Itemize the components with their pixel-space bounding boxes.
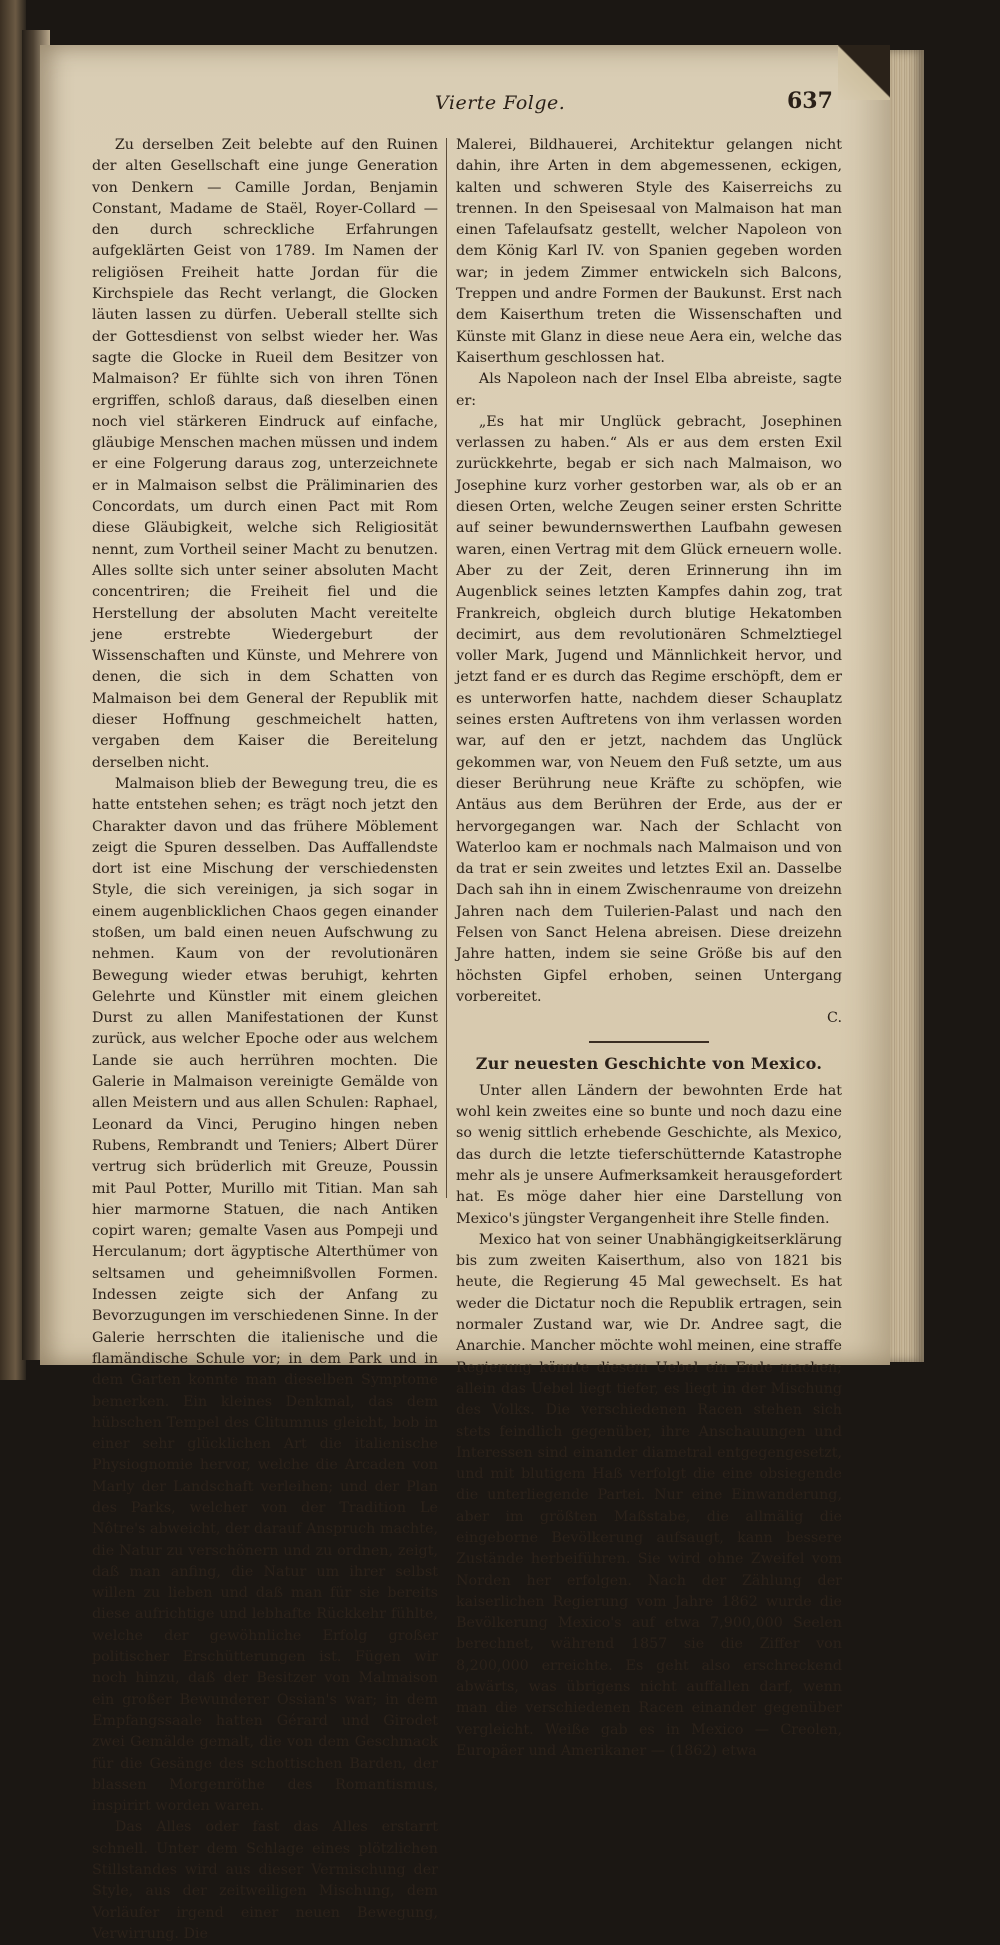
- paragraph: Unter allen Ländern der bewohnten Erde hat wohl kein zweites eine so bunte und noch dazu eine so wenig sittlich erhebende Geschichte, als Mexico, das durch die letzte tieferschütternde Katastrophe mehr als je unsere Aufmerksamkeit herausgefordert hat. Es möge daher hier eine Darstellung von Mexico's jüngster Vergangenheit ihre Stelle finden.: [456, 1082, 842, 1227]
- left-column: [92, 135, 438, 1945]
- column-divider: [446, 138, 447, 1198]
- paragraph: Malerei, Bildhauerei, Architektur gelangen nicht dahin, ihre Arten in dem abgemessenen, eckigen, kalten und schweren Style des Kaiserreichs zu trennen. In den Speisesaal von Malmaison hat man einen Tafelaufsatz gestellt, welcher Napoleon von dem König Karl IV. von Spanien gegeben worden war; in jedem Zimmer entwickeln sich Balcons, Treppen und andre Formen der Baukunst. Erst nach dem Kaiserthum treten die Wissenschaften und Künste mit Glanz in diese neue Aera ein, welche das Kaiserthum geschlossen hat.: [456, 137, 842, 366]
- page-block-edge: [890, 50, 924, 1362]
- right-column: [456, 135, 842, 1762]
- author-signature: C.: [827, 1010, 842, 1027]
- paragraph: Malmaison blieb der Bewegung treu, die es hatte entstehen sehen; es trägt noch jetzt den Charakter davon und das frühere Möblement zeigt die Spuren desselben. Das Auffallendste dort ist eine Mischung der verschiedensten Style, die sich vereinigen, ja sich sogar in einem augenblicklichen Chaos gegen einander stoßen, um bald einen neuen Aufschwung zu nehmen. Kaum von der revolutionären Bewegung wieder etwas beruhigt, kehrten Gelehrte und Künstler mit einem gleichen Durst zu allen Manifestationen der Kunst zurück, aus welcher Epoche oder aus welchem Lande sie auch herrühren mochten. Die Galerie in Malmaison vereinigte Gemälde von allen Meistern und aus allen Schulen: Raphael, Leonard da Vinci, Perugino hingen neben Rubens, Rembrandt und Teniers; Albert Dürer vertrug sich brüderlich mit Greuze, Poussin mit Paul Potter, Murillo mit Titian. Man sah hier marmorne Statuen, die nach Antiken copirt waren; gemalte Vasen aus Pompeji und Herculanum; dort ägyptische Alterthümer von seltsamen und geheimnißvollen Formen. Indessen zeigte sich der Anfang zu Bevorzugungen im verschiedenen Sinne. In der Galerie herrschten die italienische und die flamändische Schule vor; in dem Park und in dem Garten konnte man dieselben Symptome bemerken. Ein kleines Denkmal, das dem hübschen Tempel des Clitumnus gleicht, bob in einer sehr glücklichen Art die italienische Physiognomie hervor, welche die Arcaden von Marly der Landschaft verleihen; und der Plan des Parks, welcher von der Tradition Le Nôtre's abweicht, der darauf Anspruch machte, die Natur zu verschönern und zu ordnen, zeigt, daß man anfing, die Natur um ihrer selbst willen zu lieben und daß man für sie bereits diese aufrichtige und lebhafte Rückkehr fühlte, welche der gewöhnliche Erfolg großer politischer Erschütterungen ist. Fügen wir noch hinzu, daß der Besitzer von Malmaison ein großer Bewunderer Ossian's war; in dem Empfangssaale hatten Gérard und Girodet zwei Gemälde gemalt, die von dem Geschmack für die Gesänge des schottischen Barden, der blassen Morgenröthe des Romantismus, inspirirt worden waren.: [92, 775, 438, 1815]
- running-head: Vierte Folge.: [435, 92, 566, 114]
- page-number: 637: [787, 88, 833, 114]
- paragraph: Mexico hat von seiner Unabhängigkeitserklärung bis zum zweiten Kaiserthum, also von 1821 bis heute, die Regierung 45 Mal gewechselt. Es hat weder die Dictatur noch die Republik ertragen, sein normaler Zustand war, wie Dr. Andree sagt, die Anarchie. Mancher möchte wohl meinen, eine straffe Regierung könnte diesem Uebel ein Ende machen; allein das Uebel liegt tiefer, es liegt in der Mischung des Volks. Die verschiedenen Racen stehen sich stets feindlich gegenüber, ihre Anschauungen und Interessen sind einander diametral entgegengesetzt, und mit blutigem Haß verfolgt die eine obsiegende die unterliegende Partei. Nur eine Einwanderung, aber im größten Maßstabe, die allmälig die eingeborne Bevölkerung aufsaugt, kann bessere Zustände herbeiführen. Sie wird ohne Zweifel vom Norden her erfolgen. Nach der Zählung der kaiserlichen Regierung vom Jahre 1862 wurde die Bevölkerung Mexico's auf etwa 7,900,000 Seelen berechnet, während 1857 sie die Ziffer von 8,200,000 erreichte. Es geht also erschreckend abwärts, was übrigens nicht auffallen darf, wenn man die verschiedenen Racen einander gegenüber vergleicht. Weiße gab es in Mexico — Creolen, Europäer und Amerikaner — (1862) etwa: [456, 1231, 842, 1759]
- paragraph: Als Napoleon nach der Insel Elba abreiste, sagte er:: [456, 371, 842, 409]
- page-header: [40, 88, 890, 122]
- paragraph: Das Alles oder fast das Alles erstarrt schnell. Unter dem Schlage eines plötzlichen Stillstandes wird aus dieser Vermischung der Style, aus der zeitweiligen Mischung, dem Vorläufer irgend einer neuen Bewegung, Verwirrung. Die: [92, 1819, 438, 1942]
- section-title: Zur neuesten Geschichte von Mexico.: [475, 1054, 823, 1074]
- section-rule: [589, 1041, 709, 1043]
- paragraph: Zu derselben Zeit belebte auf den Ruinen der alten Gesellschaft eine junge Generation von Denkern — Camille Jordan, Benjamin Constant, Madame de Staël, Royer-Collard — den durch schreckliche Erfahrungen aufgeklärten Geist von 1789. Im Namen der religiösen Freiheit hatte Jordan für die Kirchspiele das Recht verlangt, die Glocken läuten lassen zu dürfen. Ueberall stellte sich der Gottesdienst von selbst wieder her. Was sagte die Glocke in Rueil dem Besitzer von Malmaison? Er fühlte sich von ihren Tönen ergriffen, schloß daraus, daß dieselben einen noch viel stärkeren Eindruck auf einfache, gläubige Menschen machen müssen und indem er eine Folgerung daraus zog, unterzeichnete er in Malmaison selbst die Präliminarien des Concordats, um durch einen Pact mit Rom diese Gläubigkeit, welche sich Religiosität nennt, zum Vortheil seiner Macht zu benutzen. Alles sollte sich unter seiner absoluten Macht concentriren; die Freiheit fiel und die Herstellung der absoluten Macht vereitelte jene erstrebte Wiedergeburt der Wissenschaften und Künste, und Mehrere von denen, die sich in dem Schatten von Malmaison bei dem General der Republik mit dieser Hoffnung geschmeichelt hatten, vergaben dem Kaiser die Bereitelung derselben nicht.: [92, 137, 438, 771]
- paragraph: „Es hat mir Unglück gebracht, Josephinen verlassen zu haben.“ Als er aus dem ersten Exil zurückkehrte, begab er sich nach Malmaison, wo Josephine kurz vorher gestorben war, als ob er an diesen Orten, welche Zeugen seiner ersten Schritte auf seiner bewundernswerthen Laufbahn gewesen waren, einen Vertrag mit dem Glück erneuern wolle. Aber zu der Zeit, deren Erinnerung ihn im Augenblick seines letzten Kampfes dahin zog, trat Frankreich, obgleich durch blutige Hekatomben decimirt, aus dem revolutionären Schmelztiegel voller Mark, Jugend und Männlichkeit hervor, und jetzt fand er es durch das Regime erschöpft, dem er es unterworfen hatte, nachdem dieser Schauplatz seines ersten Auftretens von ihm verlassen worden war, auf den er jetzt, nachdem das Unglück gekommen war, von Neuem den Fuß setzte, um aus dieser Berührung neue Kräfte zu schöpfen, wie Antäus aus dem Berühren der Erde, aus der er hervorgegangen war. Nach der Schlacht von Waterloo kam er nochmals nach Malmaison und von da trat er sein zweites und letztes Exil an. Dasselbe Dach sah ihn in einem Zwischenraume von dreizehn Jahren nach dem Tuilerien-Palast und nach den Felsen von Sanct Helena abreisen. Diese dreizehn Jahre hatten, indem sie seine Größe bis auf den höchsten Gipfel erhoben, seinen Untergang vorbereitet.: [456, 413, 842, 1005]
